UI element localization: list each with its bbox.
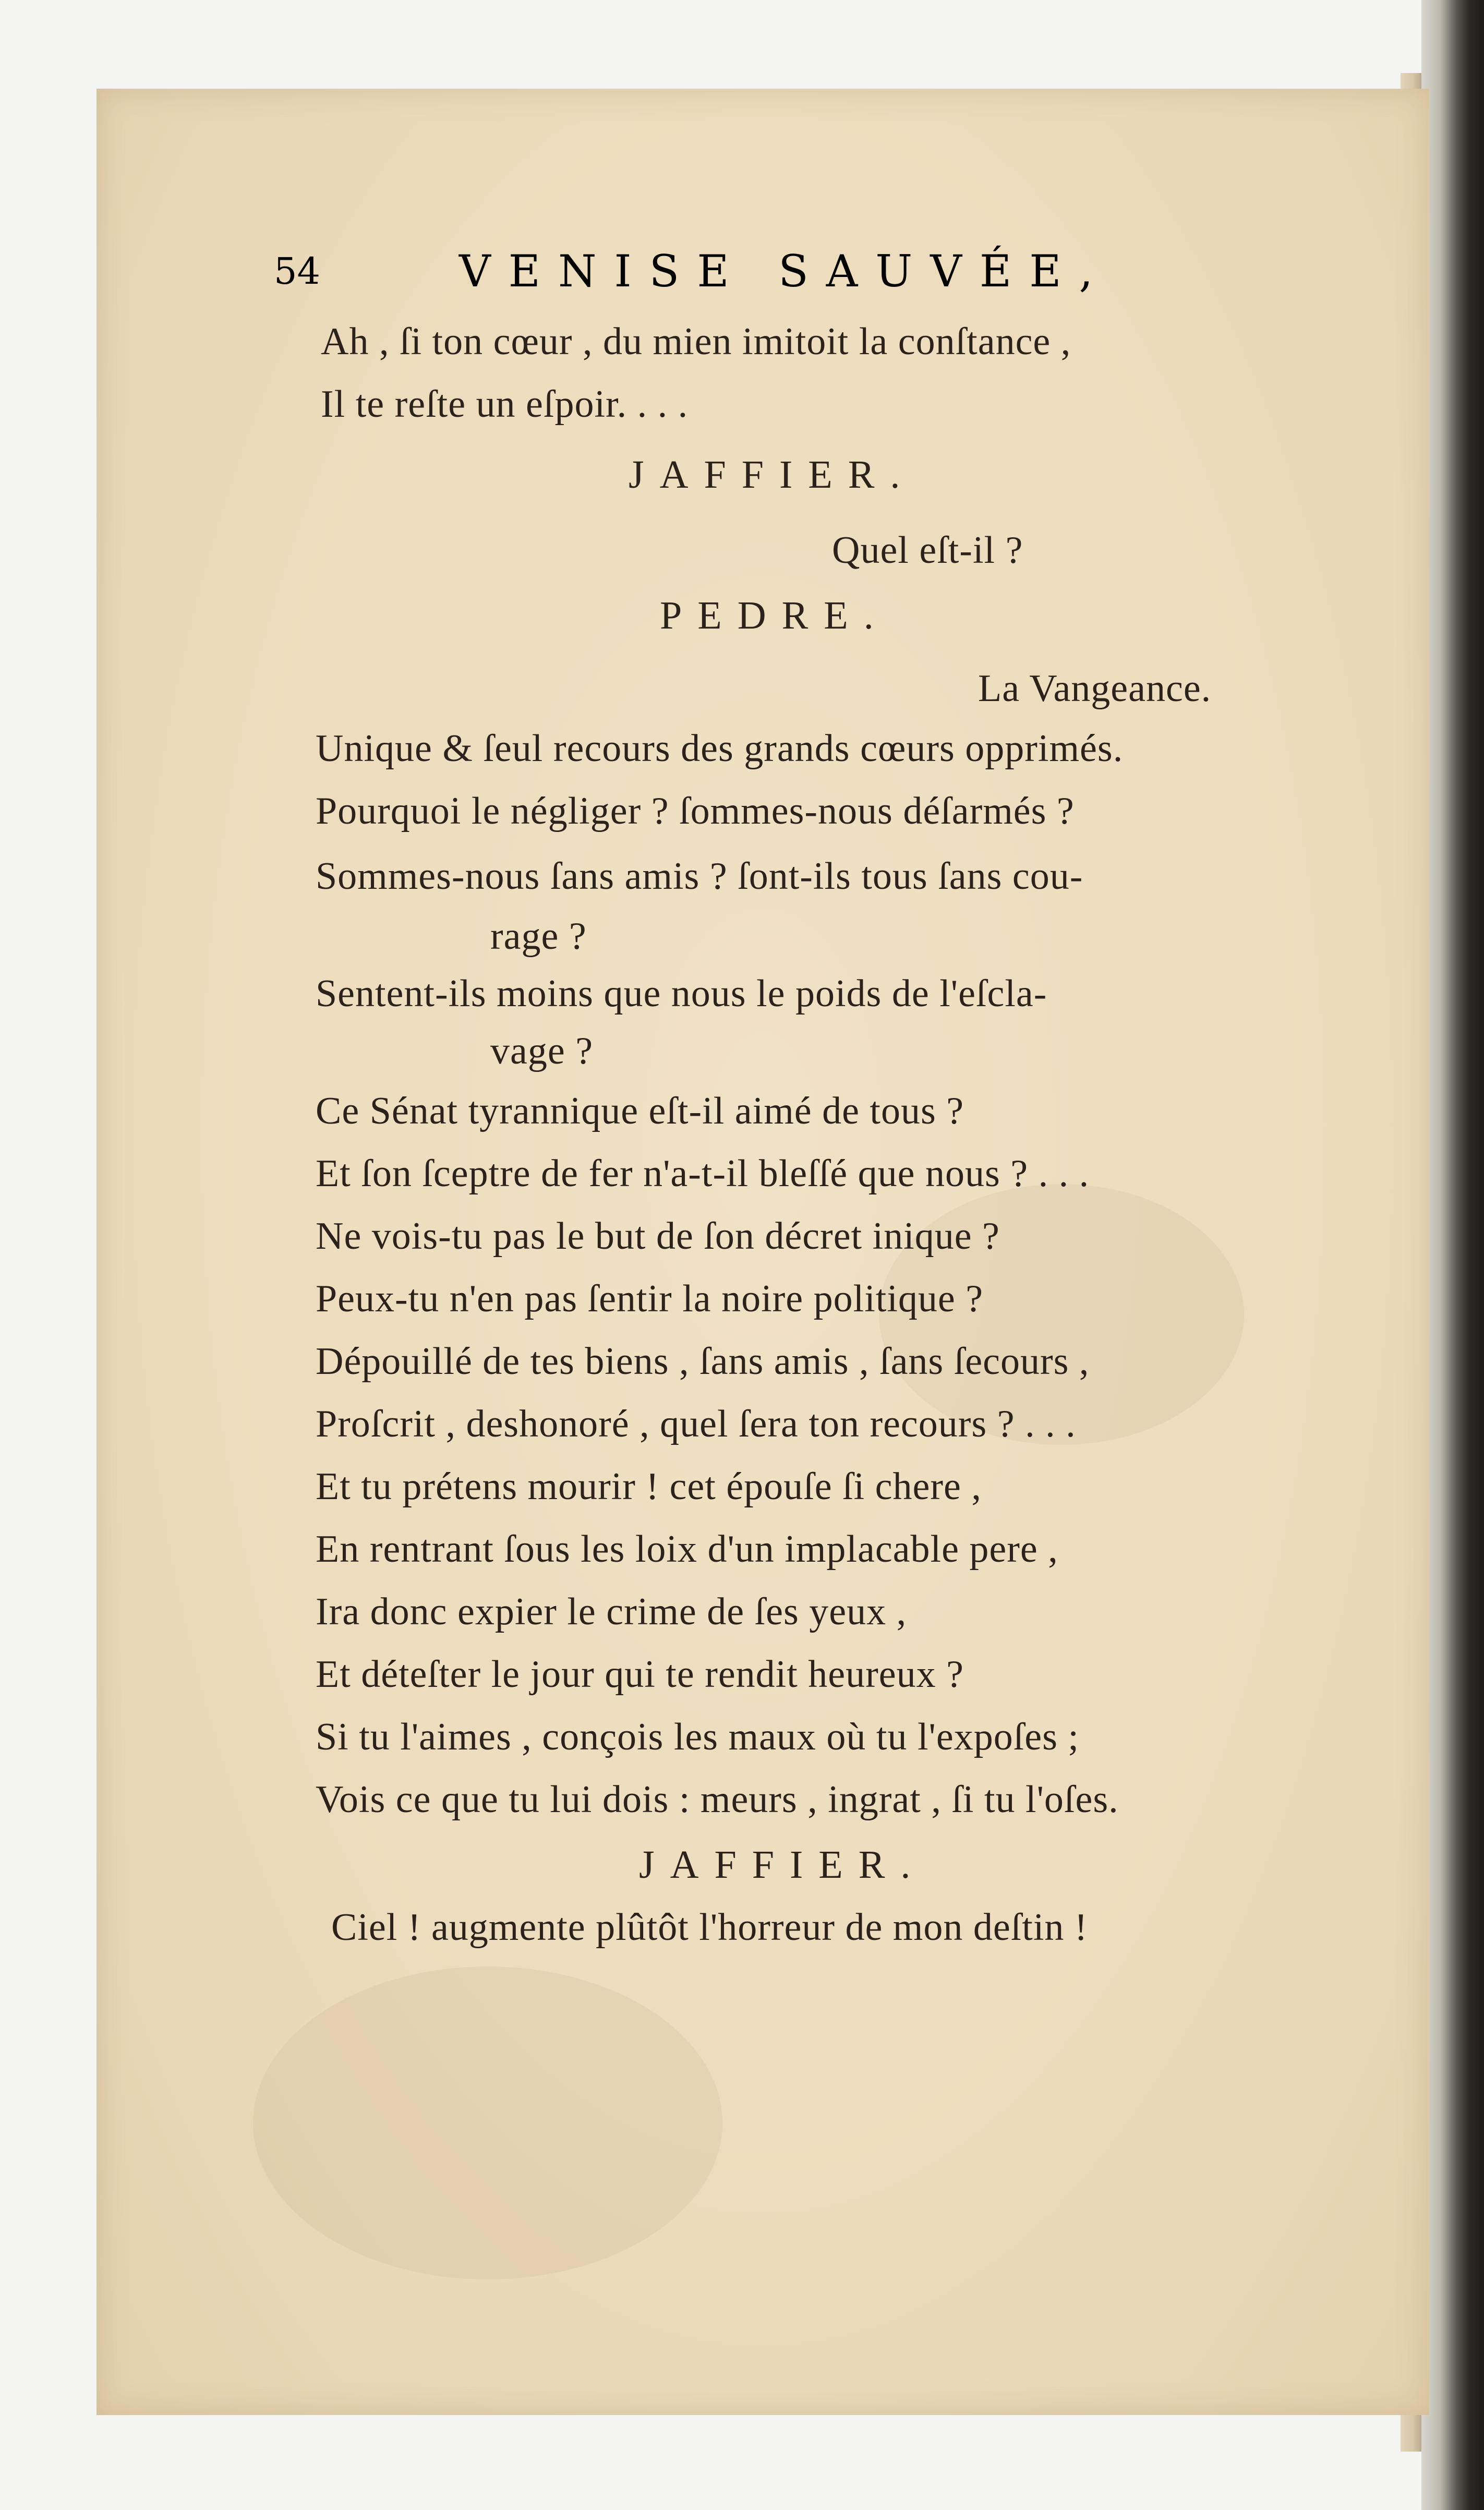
verse-line: Si tu l'aimes , conçois les maux où tu l'expoſes ; bbox=[316, 1716, 1079, 1758]
verse-line: Peux-tu n'en pas ſentir la noire politique ? bbox=[316, 1277, 984, 1320]
verse-line: La Vangeance. bbox=[978, 667, 1212, 710]
verse-line: Et ſon ſceptre de fer n'a-t-il bleſſé que nous ? . . . bbox=[316, 1152, 1090, 1195]
verse-line: Il te reſte un eſpoir. . . . bbox=[321, 383, 689, 426]
speaker-name: JAFFIER. bbox=[639, 1843, 926, 1887]
verse-line: Proſcrit , deshonoré , quel ſera ton recours ? . . . bbox=[316, 1403, 1076, 1445]
verse-line: Ira donc expier le crime de ſes yeux , bbox=[316, 1590, 907, 1633]
page-number: 54 bbox=[274, 250, 321, 293]
verse-line: Vois ce que tu lui dois : meurs , ingrat , ſi tu l'oſes. bbox=[316, 1778, 1119, 1821]
speaker-name: PEDRE. bbox=[660, 594, 889, 637]
verse-line: Quel eſt-il ? bbox=[832, 529, 1023, 572]
verse-line: Sentent-ils moins que nous le poids de l'eſcla- bbox=[316, 972, 1047, 1015]
verse-line: En rentrant ſous les loix d'un implacable pere , bbox=[316, 1528, 1058, 1571]
paper-stain bbox=[253, 1966, 722, 2279]
verse-line: Pourquoi le négliger ? ſommes-nous déſarmés ? bbox=[316, 790, 1075, 832]
verse-line: rage ? bbox=[490, 915, 587, 958]
verse-line: Unique & ſeul recours des grands cœurs opprimés. bbox=[316, 727, 1124, 770]
verse-line: Ne vois-tu pas le but de ſon décret inique ? bbox=[316, 1215, 1000, 1258]
page-header bbox=[96, 240, 1429, 303]
speaker-name: JAFFIER. bbox=[629, 453, 916, 497]
verse-line: Ce Sénat tyrannique eſt-il aimé de tous ? bbox=[316, 1090, 964, 1132]
verse-line: Ah , ſi ton cœur , du mien imitoit la conſtance , bbox=[321, 320, 1071, 363]
verse-line: Dépouillé de tes biens , ſans amis , ſans ſecours , bbox=[316, 1340, 1090, 1383]
running-title: VENISE SAUVÉE, bbox=[459, 246, 1111, 297]
book-spine bbox=[1421, 0, 1484, 2510]
verse-line: Et tu prétens mourir ! cet épouſe ſi chere , bbox=[316, 1465, 982, 1508]
book-page bbox=[96, 89, 1429, 2415]
verse-line: Sommes-nous ſans amis ? ſont-ils tous ſans cou- bbox=[316, 855, 1083, 898]
verse-line: Et déteſter le jour qui te rendit heureux ? bbox=[316, 1653, 964, 1696]
verse-line: Ciel ! augmente plûtôt l'horreur de mon deſtin ! bbox=[331, 1906, 1088, 1949]
verse-line: vage ? bbox=[490, 1030, 594, 1072]
